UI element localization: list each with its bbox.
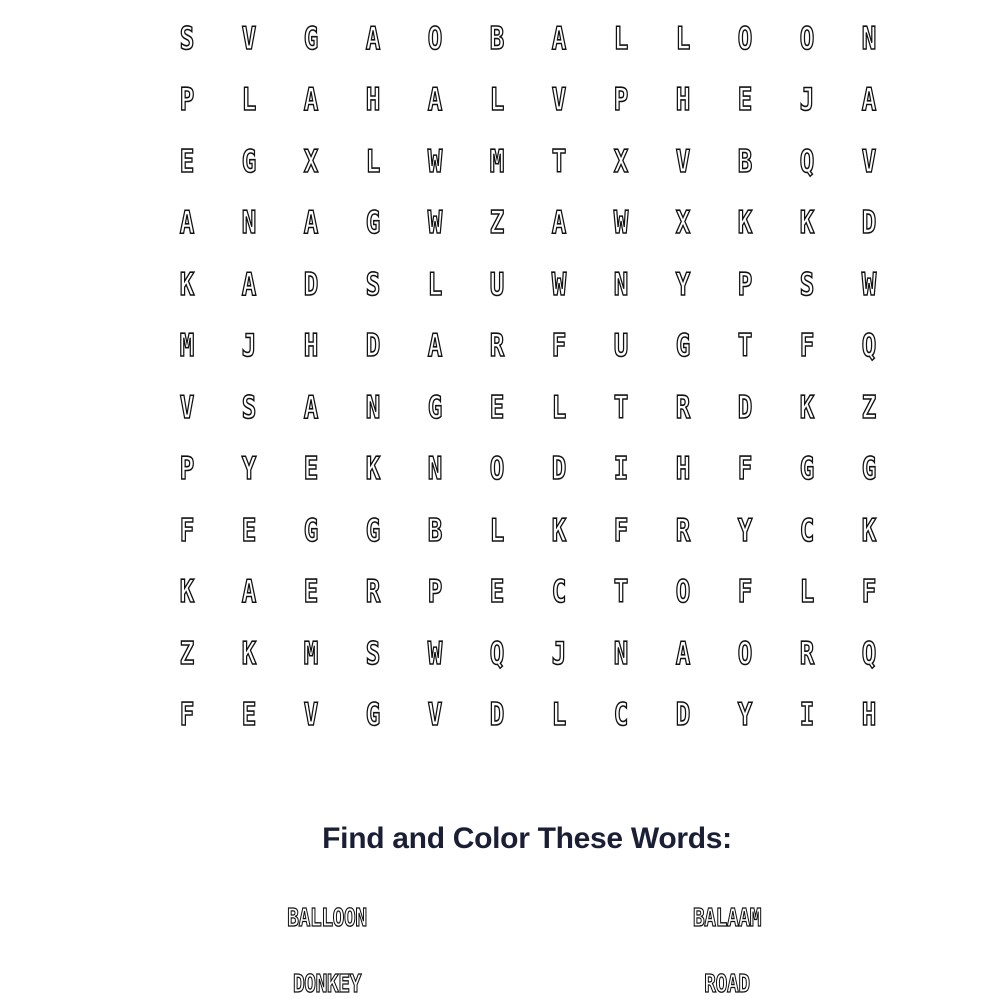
grid-letter: T: [551, 143, 567, 180]
grid-letter: W: [551, 266, 567, 303]
grid-letter: C: [799, 512, 815, 549]
grid-letter: O: [489, 451, 505, 488]
grid-letter: O: [799, 20, 815, 57]
grid-letter: G: [427, 389, 443, 426]
grid-letter: B: [737, 143, 753, 180]
grid-letter: K: [179, 266, 195, 303]
grid-letter: D: [551, 451, 567, 488]
grid-letter: O: [427, 20, 443, 57]
grid-letter: J: [799, 82, 815, 119]
grid-letter: L: [241, 82, 257, 119]
grid-letter: W: [861, 266, 877, 303]
grid-letter: K: [799, 205, 815, 242]
grid-letter: B: [427, 512, 443, 549]
grid-letter: K: [737, 205, 753, 242]
grid-letter: J: [241, 328, 257, 365]
grid-letter: A: [303, 389, 319, 426]
grid-letter: K: [365, 451, 381, 488]
grid-letter: N: [365, 389, 381, 426]
grid-letter: S: [241, 389, 257, 426]
grid-letter: V: [179, 389, 195, 426]
grid-letter: U: [613, 328, 629, 365]
grid-letter: F: [551, 328, 567, 365]
grid-letter: L: [427, 266, 443, 303]
grid-letter: G: [241, 143, 257, 180]
grid-letter: F: [737, 574, 753, 611]
grid-letter: E: [489, 389, 505, 426]
grid-letter: L: [489, 82, 505, 119]
grid-letter: D: [489, 697, 505, 734]
grid-letter: L: [675, 20, 691, 57]
grid-letter: A: [427, 82, 443, 119]
grid-letter: R: [365, 574, 381, 611]
grid-letter: L: [613, 20, 629, 57]
grid-letter: J: [551, 635, 567, 672]
grid-letter: G: [365, 512, 381, 549]
grid-letter: H: [675, 451, 691, 488]
grid-letter: F: [179, 512, 195, 549]
grid-letter: P: [179, 451, 195, 488]
grid-letter: T: [737, 328, 753, 365]
grid-letter: I: [613, 451, 629, 488]
grid-letter: L: [551, 389, 567, 426]
word-donkey: DONKEY: [292, 969, 362, 998]
grid-letter: G: [303, 20, 319, 57]
grid-letter: N: [861, 20, 877, 57]
grid-letter: F: [737, 451, 753, 488]
grid-letter: A: [427, 328, 443, 365]
grid-letter: F: [861, 574, 877, 611]
grid-letter: K: [551, 512, 567, 549]
grid-letter: A: [241, 266, 257, 303]
grid-letter: V: [675, 143, 691, 180]
grid-letter: P: [179, 82, 195, 119]
grid-letter: O: [737, 635, 753, 672]
grid-letter: C: [613, 697, 629, 734]
grid-letter: Y: [675, 266, 691, 303]
grid-letter: D: [737, 389, 753, 426]
grid-letter: O: [737, 20, 753, 57]
grid-letter: A: [241, 574, 257, 611]
grid-letter: E: [489, 574, 505, 611]
grid-letter: S: [365, 635, 381, 672]
grid-letter: A: [303, 82, 319, 119]
grid-letter: P: [613, 82, 629, 119]
grid-letter: G: [365, 697, 381, 734]
grid-letter: H: [861, 697, 877, 734]
grid-letter: L: [799, 574, 815, 611]
grid-letter: Y: [737, 512, 753, 549]
grid-letter: N: [241, 205, 257, 242]
grid-letter: G: [675, 328, 691, 365]
grid-letter: V: [551, 82, 567, 119]
grid-letter: R: [675, 389, 691, 426]
grid-letter: N: [427, 451, 443, 488]
grid-letter: A: [303, 205, 319, 242]
grid-letter: F: [613, 512, 629, 549]
grid-letter: S: [799, 266, 815, 303]
grid-letter: L: [365, 143, 381, 180]
grid-letter: G: [303, 512, 319, 549]
grid-letter: E: [241, 697, 257, 734]
grid-letter: C: [551, 574, 567, 611]
grid-letter: P: [427, 574, 443, 611]
grid-letter: V: [241, 20, 257, 57]
grid-letter: W: [613, 205, 629, 242]
grid-letter: F: [799, 328, 815, 365]
grid-letter: R: [489, 328, 505, 365]
grid-letter: X: [303, 143, 319, 180]
grid-letter: X: [613, 143, 629, 180]
grid-letter: T: [613, 389, 629, 426]
grid-letter: N: [613, 266, 629, 303]
grid-letter: M: [489, 143, 505, 180]
word-search-grid: [156, 8, 900, 746]
grid-letter: Z: [861, 389, 877, 426]
grid-letter: V: [303, 697, 319, 734]
grid-letter: O: [675, 574, 691, 611]
grid-letter: G: [861, 451, 877, 488]
grid-letter: A: [861, 82, 877, 119]
grid-letter: E: [303, 574, 319, 611]
grid-letter: Q: [861, 328, 877, 365]
grid-letter: Y: [737, 697, 753, 734]
grid-letter: P: [737, 266, 753, 303]
grid-letter: D: [861, 205, 877, 242]
grid-letter: U: [489, 266, 505, 303]
grid-letter: H: [303, 328, 319, 365]
grid-letter: Z: [489, 205, 505, 242]
grid-letter: R: [799, 635, 815, 672]
word-road: ROAD: [704, 969, 750, 998]
grid-letter: A: [675, 635, 691, 672]
grid-letter: W: [427, 205, 443, 242]
grid-letter: A: [179, 205, 195, 242]
grid-letter: E: [303, 451, 319, 488]
grid-letter: M: [179, 328, 195, 365]
grid-letter: B: [489, 20, 505, 57]
grid-letter: H: [675, 82, 691, 119]
grid-letter: K: [799, 389, 815, 426]
grid-letter: H: [365, 82, 381, 119]
word-balaam: BALAAM: [692, 903, 762, 932]
grid-letter: X: [675, 205, 691, 242]
grid-letter: D: [365, 328, 381, 365]
grid-letter: M: [303, 635, 319, 672]
grid-letter: A: [365, 20, 381, 57]
grid-letter: S: [365, 266, 381, 303]
grid-letter: L: [551, 697, 567, 734]
grid-letter: A: [551, 20, 567, 57]
grid-letter: R: [675, 512, 691, 549]
grid-letter: Z: [179, 635, 195, 672]
grid-letter: G: [799, 451, 815, 488]
grid-letter: E: [241, 512, 257, 549]
grid-letter: L: [489, 512, 505, 549]
grid-letter: S: [179, 20, 195, 57]
grid-letter: Q: [799, 143, 815, 180]
grid-letter: E: [179, 143, 195, 180]
grid-letter: F: [179, 697, 195, 734]
grid-letter: Q: [861, 635, 877, 672]
grid-letter: I: [799, 697, 815, 734]
grid-letter: E: [737, 82, 753, 119]
grid-letter: Y: [241, 451, 257, 488]
grid-letter: K: [241, 635, 257, 672]
grid-letter: W: [427, 635, 443, 672]
grid-letter: T: [613, 574, 629, 611]
word-balloon: BALLOON: [287, 903, 367, 932]
grid-letter: V: [861, 143, 877, 180]
grid-letter: N: [613, 635, 629, 672]
grid-letter: D: [303, 266, 319, 303]
grid-letter: K: [861, 512, 877, 549]
grid-letter: Q: [489, 635, 505, 672]
grid-letter: A: [551, 205, 567, 242]
grid-letter: G: [365, 205, 381, 242]
grid-letter: D: [675, 697, 691, 734]
grid-letter: K: [179, 574, 195, 611]
word-list-title: Find and Color These Words:: [322, 822, 732, 855]
grid-letter: V: [427, 697, 443, 734]
grid-letter: W: [427, 143, 443, 180]
